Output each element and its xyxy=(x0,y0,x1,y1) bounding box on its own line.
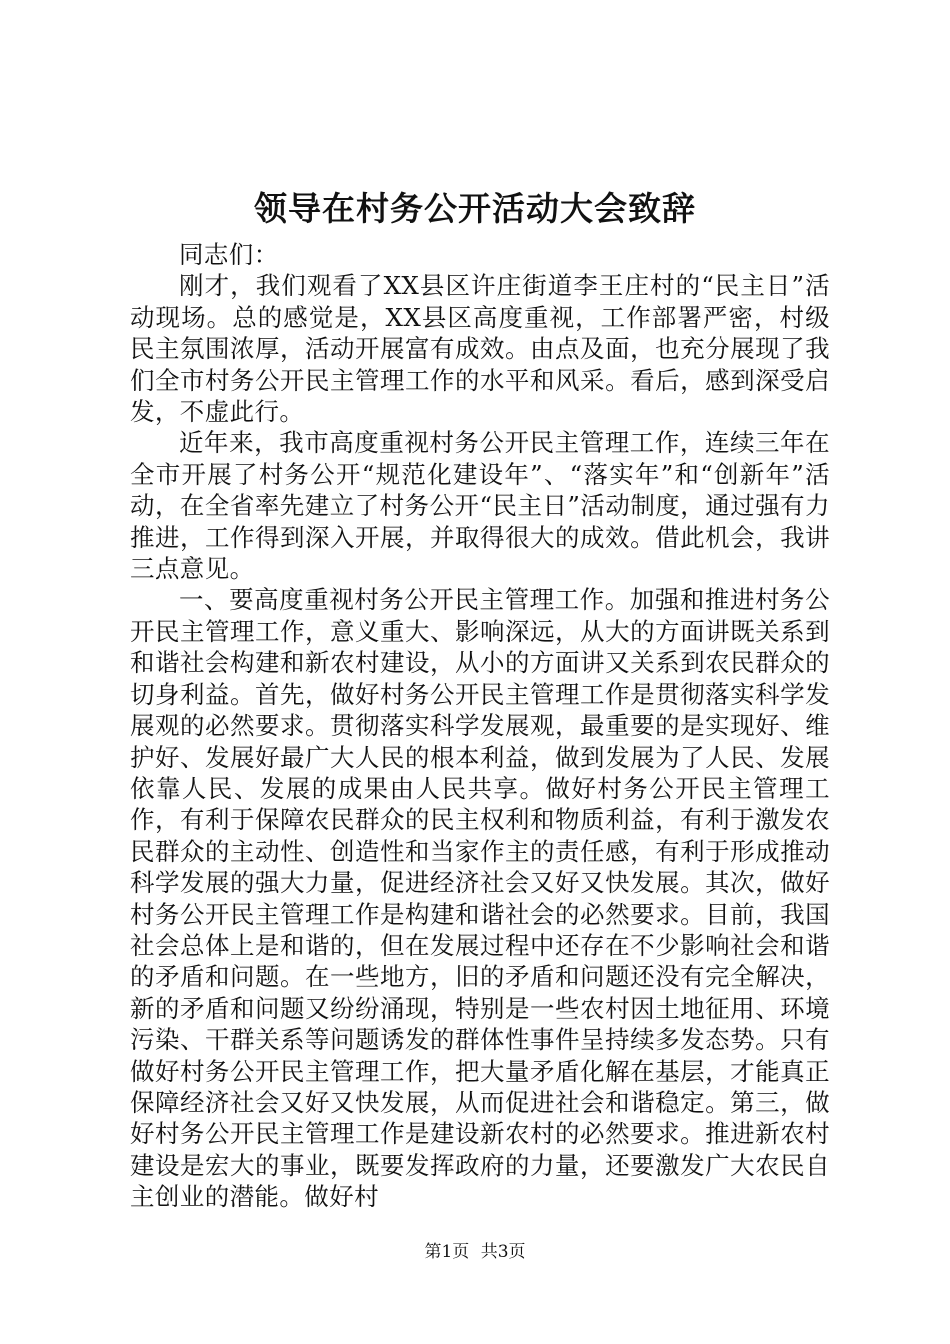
page-count: 共3页 xyxy=(480,1242,526,1262)
salutation-paragraph: 同志们： xyxy=(179,240,279,269)
page-footer xyxy=(0,1240,950,1264)
document-title: 领导在村务公开活动大会致辞 xyxy=(254,189,696,228)
page-number: 第1页 xyxy=(424,1242,470,1262)
body-paragraph: 刚才，我们观看了XX县区许庄街道李王庄村的“民主日”活动现场。总的感觉是，XX县区高度重视，工作部署严密，村级民主氛围浓厚，活动开展富有成效。由点及面，也充分展现了我们全市村务公开民主管理工作的水平和风采。看后，感到深受启发，不虚此行。 xyxy=(130,271,830,427)
body-paragraph: 一、要高度重视村务公开民主管理工作。加强和推进村务公开民主管理工作，意义重大、影响深远，从大的方面讲既关系到和谐社会构建和新农村建设，从小的方面讲又关系到农民群众的切身利益。首先，做好村务公开民主管理工作是贯彻落实科学发展观的必然要求。贯彻落实科学发展观，最重要的是实现好、维护好、发展好最广大人民的根本利益，做到发展为了人民、发展依靠人民、发展的成果由人民共享。做好村务公开民主管理工作，有利于保障农民群众的民主权利和物质利益，有利于激发农民群众的主动性、创造性和当家作主的责任感，有利于形成推动科学发展的强大力量，促进经济社会又好又快发展。其次，做好村务公开民主管理工作是构建和谐社会的必然要求。目前，我国社会总体上是和谐的，但在发展过程中还存在不少影响社会和谐的矛盾和问题。在一些地方，旧的矛盾和问题还没有完全解决，新的矛盾和问题又纷纷涌现，特别是一些农村因土地征用、环境污染、干群关系等问题诱发的群体性事件呈持续多发态势。只有做好村务公开民主管理工作，把大量矛盾化解在基层，才能真正保障经济社会又好又快发展，从而促进社会和谐稳定。第三，做好村务公开民主管理工作是建设新农村的必然要求。推进新农村建设是宏大的事业，既要发挥政府的力量，还要激发广大农民自主创业的潜能。做好村 xyxy=(130,585,830,1212)
document-body xyxy=(130,239,830,1213)
body-paragraph: 近年来，我市高度重视村务公开民主管理工作，连续三年在全市开展了村务公开“规范化建设年”、“落实年”和“创新年”活动，在全省率先建立了村务公开“民主日”活动制度，通过强有力推进，工作得到深入开展，并取得很大的成效。借此机会，我讲三点意见。 xyxy=(130,428,830,584)
